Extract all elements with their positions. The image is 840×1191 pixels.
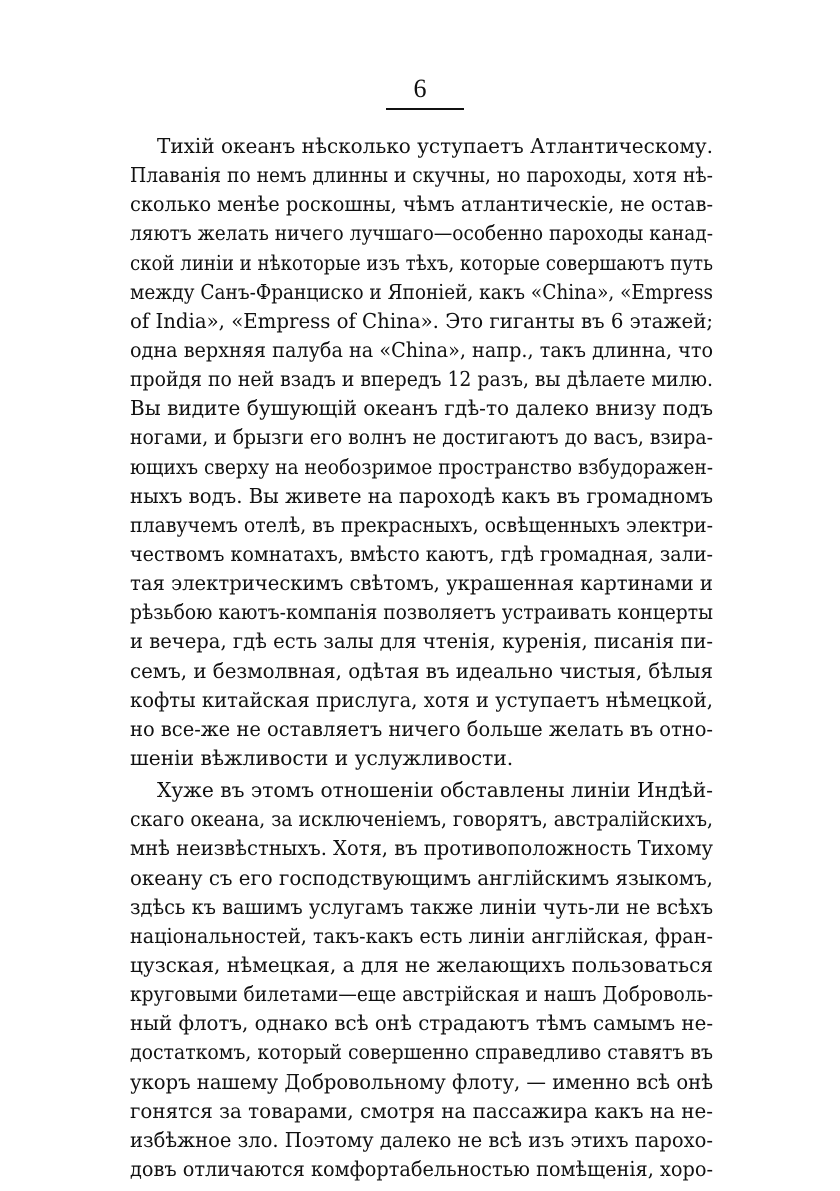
text-line: достаткомъ, который совершенно справедливо ставятъ въ bbox=[130, 1040, 713, 1065]
text-line: пройдя по ней взадъ и впередъ 12 разъ, вы дѣлаете милю. bbox=[130, 367, 713, 392]
page-number: 6 bbox=[413, 74, 427, 103]
page-number-rule bbox=[386, 108, 464, 110]
text-line: сколько менѣе роскошны, чѣмъ атлантическіе, не остав- bbox=[130, 192, 713, 217]
text-line: Вы видите бушующій океанъ гдѣ-то далеко внизу подъ bbox=[130, 396, 714, 421]
text-line: плавучемъ отелѣ, въ прекрасныхъ, освѣщенныхъ электри- bbox=[130, 512, 714, 537]
text-line: ляютъ желать ничего лучшаго—особенно пароходы канад- bbox=[130, 221, 714, 246]
paragraph-1 bbox=[130, 132, 713, 773]
text-line: ской линіи и нѣкоторые изъ тѣхъ, которые совершаютъ путь bbox=[130, 250, 713, 275]
text-line: Плаванія по немъ длинны и скучны, но пароходы, хотя нѣ- bbox=[130, 163, 713, 188]
text-line: между Санъ-Франциско и Японіей, какъ «China», «Empress bbox=[130, 279, 713, 304]
text-line: ющихъ сверху на необозримое пространство взбудоражен- bbox=[130, 454, 713, 479]
text-line: гонятся за товарами, смотря на пассажира какъ на не- bbox=[130, 1098, 714, 1123]
text-line: Хуже въ этомъ отношеніи обставлены линіи Индѣй- bbox=[157, 778, 713, 803]
text-line: ный флотъ, однако всѣ онѣ страдаютъ тѣмъ самымъ не- bbox=[130, 1011, 714, 1036]
text-line: рѣзьбою каютъ-компанія позволяетъ устраивать концерты bbox=[130, 600, 713, 625]
text-line: ныхъ водъ. Вы живете на пароходѣ какъ въ громадномъ bbox=[130, 483, 714, 508]
text-line: of India», «Empress of China». Это гиганты въ 6 этажей; bbox=[130, 308, 714, 333]
paragraph-2 bbox=[130, 776, 713, 1184]
text-line: но все-же не оставляетъ ничего больше желать въ отно- bbox=[130, 716, 713, 741]
text-line: укоръ нашему Добровольному флоту, — именно всѣ онѣ bbox=[130, 1069, 714, 1094]
body-text bbox=[130, 132, 713, 1184]
text-line: и вечера, гдѣ есть залы для чтенія, куренія, писанія пи- bbox=[130, 629, 714, 654]
text-line: здѣсь къ вашимъ услугамъ также линіи чуть-ли не всѣхъ bbox=[130, 894, 713, 919]
text-line: скаго океана, за исключеніемъ, говорятъ, австралійскихъ, bbox=[130, 807, 714, 832]
text-line: тая электрическимъ свѣтомъ, украшенная картинами и bbox=[130, 571, 713, 596]
text-line: кофты китайская прислуга, хотя и уступаетъ нѣмецкой, bbox=[130, 687, 714, 712]
text-line: цузская, нѣмецкая, а для не желающихъ пользоваться bbox=[130, 952, 713, 977]
text-line: семъ, и безмолвная, одѣтая въ идеально чистыя, бѣлыя bbox=[130, 658, 714, 683]
text-line: мнѣ неизвѣстныхъ. Хотя, въ противоположность Тихому bbox=[130, 836, 714, 861]
text-line: избѣжное зло. Поэтому далеко не всѣ изъ этихъ парохо- bbox=[130, 1127, 714, 1152]
text-line: одна верхняя палуба на «China», напр., такъ длинна, что bbox=[130, 337, 714, 362]
text-line: довъ отличаются комфортабельностью помѣщенія, хоро- bbox=[130, 1156, 713, 1181]
text-line: круговыми билетами—еще австрійская и нашъ Доброволь- bbox=[130, 982, 714, 1007]
text-line: Тихій океанъ нѣсколько уступаетъ Атлантическому. bbox=[157, 134, 713, 158]
text-line: шеніи вѣжливости и услужливости. bbox=[130, 745, 514, 770]
text-line: океану съ его господствующимъ англійскимъ языкомъ, bbox=[130, 865, 713, 890]
text-line: національностей, такъ-какъ есть линіи англійская, фран- bbox=[130, 923, 713, 948]
text-line: ногами, и брызги его волнъ не достигаютъ до васъ, взира- bbox=[130, 425, 713, 450]
text-line: чествомъ комнатахъ, вмѣсто каютъ, гдѣ громадная, зали- bbox=[130, 541, 713, 566]
